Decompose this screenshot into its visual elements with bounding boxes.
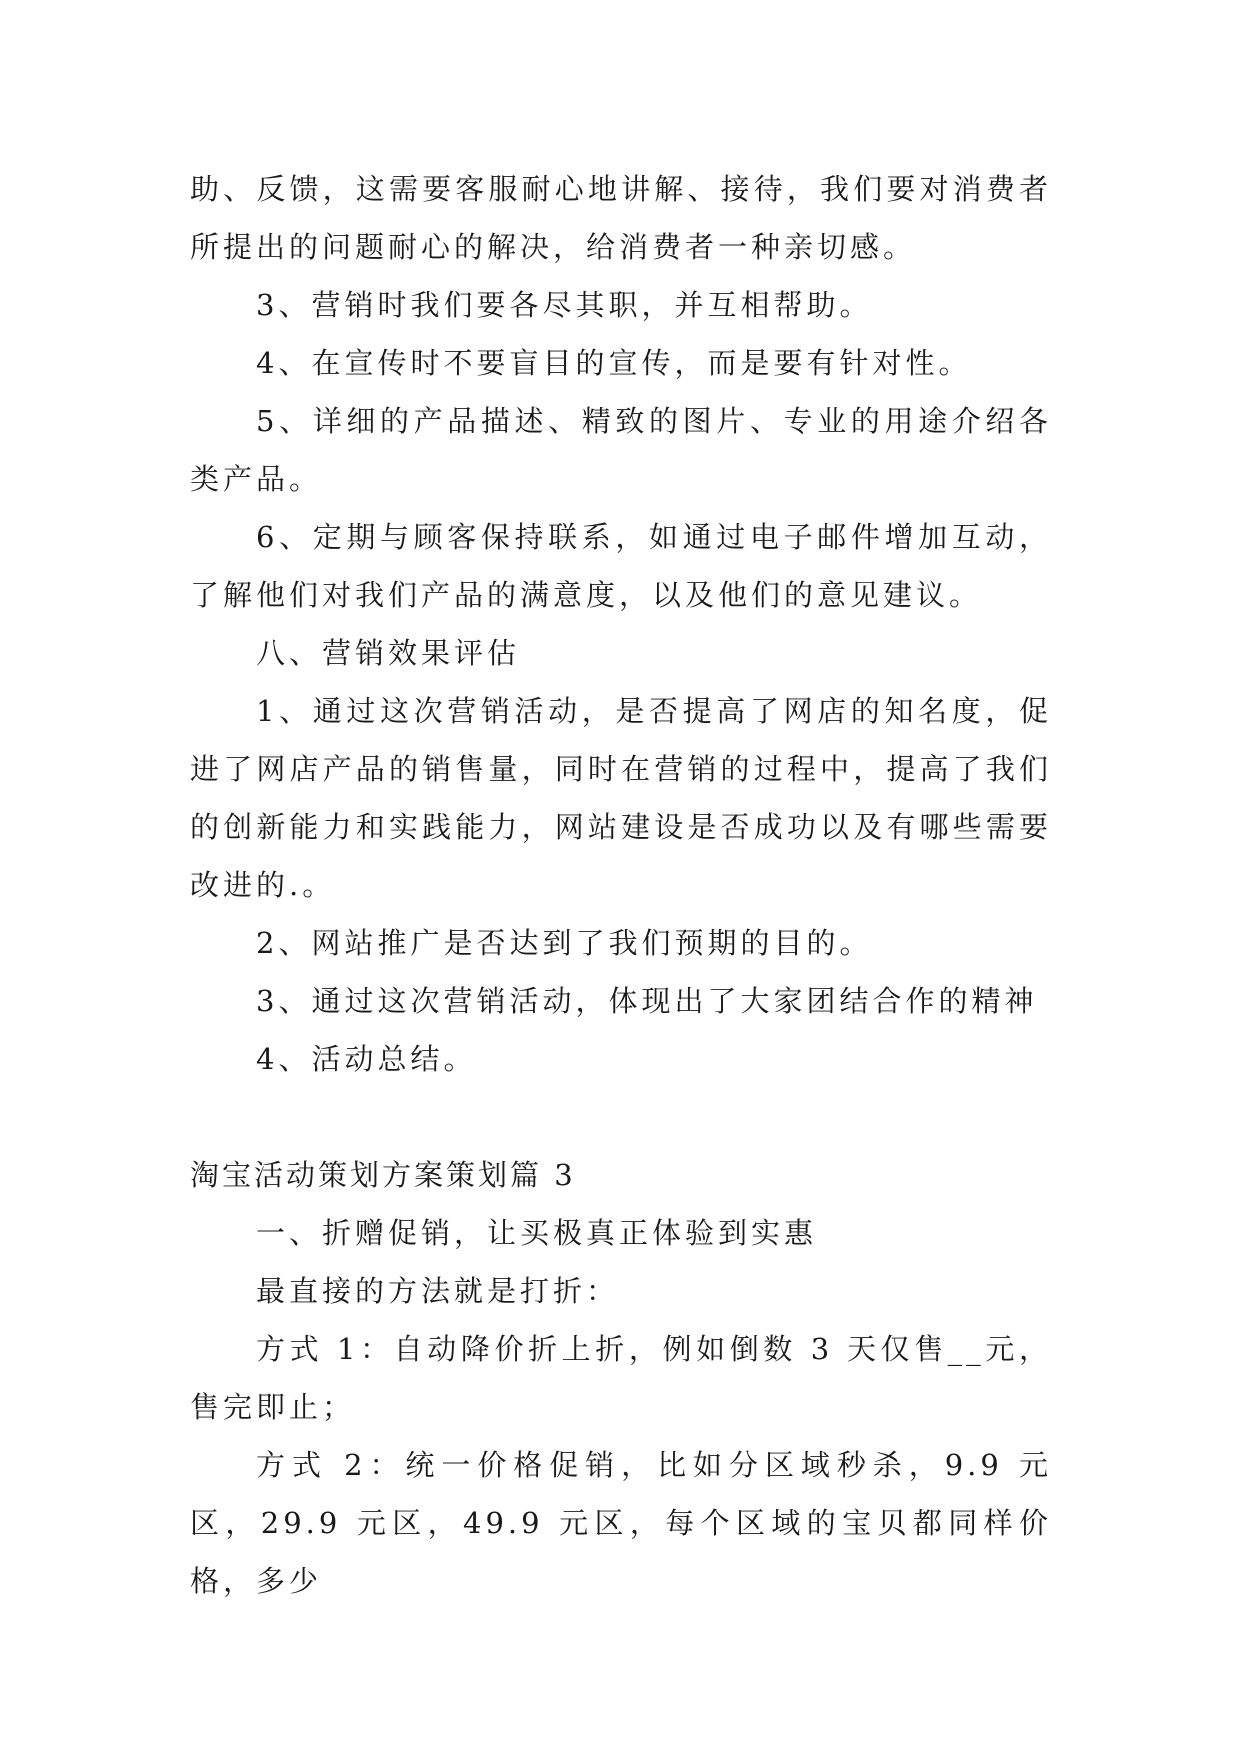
paragraph-promo-intro: 最直接的方法就是打折： (256, 1274, 620, 1308)
paragraph-eval-2: 2、网站推广是否达到了我们预期的目的。 (256, 926, 873, 960)
paragraph-promo-heading: 一、折赠促销，让买极真正体验到实惠 (256, 1216, 818, 1250)
paragraph-method-2: 方式 2：统一价格促销，比如分区域秒杀，9.9 元区，29.9 元区，49.9 元区，每个区域的宝贝都同样价格，多少 (190, 1448, 1052, 1598)
paragraph-eval-3: 3、通过这次营销活动，体现出了大家团结合作的精神 (256, 984, 1038, 1018)
paragraph-eval-1: 1、通过这次营销活动，是否提高了网店的知名度，促进了网店产品的销售量，同时在营销的过程中，提高了我们的创新能力和实践能力，网站建设是否成功以及有哪些需要改进的.。 (190, 694, 1052, 902)
paragraph-item-4: 4、在宣传时不要盲目的宣传，而是要有针对性。 (256, 346, 972, 380)
paragraph-continuation: 助、反馈，这需要客服耐心地讲解、接待，我们要对消费者所提出的问题耐心的解决，给消费者一种亲切感。 (190, 172, 1052, 264)
paragraph-item-6: 6、定期与顾客保持联系，如通过电子邮件增加互动，了解他们对我们产品的满意度，以及他们的意见建议。 (190, 520, 1052, 612)
blank-line (190, 1088, 1052, 1146)
paragraph-eval-4: 4、活动总结。 (256, 1042, 477, 1076)
paragraph-item-5: 5、详细的产品描述、精致的图片、专业的用途介绍各类产品。 (190, 404, 1052, 496)
section-heading-evaluation: 八、营销效果评估 (256, 636, 521, 670)
paragraph-item-3: 3、营销时我们要各尽其职，并互相帮助。 (256, 288, 873, 322)
paragraph-method-1: 方式 1：自动降价折上折，例如倒数 3 天仅售__元，售完即止； (190, 1332, 1052, 1424)
section-title: 淘宝活动策划方案策划篇 3 (190, 1158, 576, 1192)
document-body (190, 160, 1052, 1610)
